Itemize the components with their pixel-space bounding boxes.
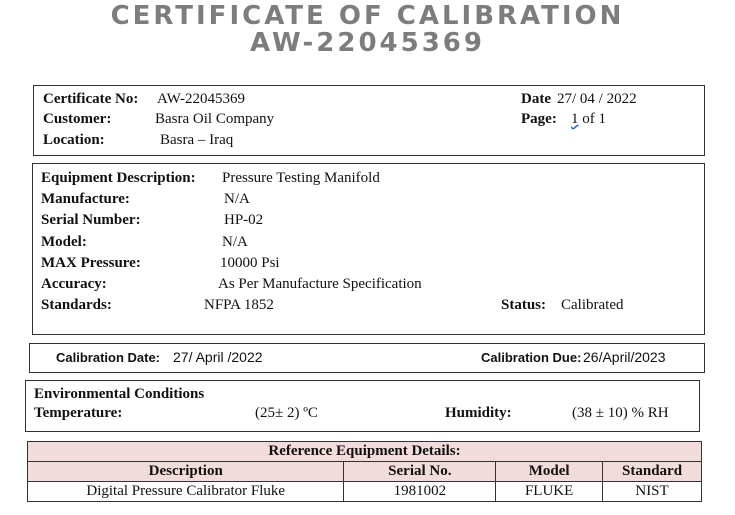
status-value: Calibrated [561, 297, 624, 313]
status-label: Status: [501, 297, 547, 313]
page-total: of 1 [578, 111, 606, 127]
serial-number-value: HP-02 [224, 212, 264, 228]
column-header-description: Description [28, 462, 344, 482]
certificate-number-title: AW-22045369 [250, 28, 485, 58]
accuracy-label: Accuracy: [41, 276, 107, 292]
serial-number-label: Serial Number: [41, 212, 141, 228]
customer-value: Basra Oil Company [155, 111, 275, 127]
column-header-standard: Standard [603, 462, 702, 482]
equipment-description-label: Equipment Description: [41, 170, 196, 186]
certificate-no-value: AW-22045369 [157, 91, 245, 107]
environment-heading: Environmental Conditions [34, 386, 205, 402]
standards-label: Standards: [41, 297, 112, 313]
humidity-value: (38 ± 10) % RH [572, 405, 669, 421]
max-pressure-value: 10000 Psi [220, 255, 280, 271]
calibration-due-label: Calibration Due: [481, 350, 582, 365]
temperature-value: (25± 2) ºC [255, 405, 318, 421]
manufacture-label: Manufacture: [41, 191, 130, 207]
table-row [28, 482, 702, 502]
equipment-description-value: Pressure Testing Manifold [222, 170, 380, 186]
reference-equipment-table [27, 441, 702, 502]
location-value: Basra – Iraq [160, 132, 234, 148]
certificate-title: CERTIFICATE OF CALIBRATION [110, 1, 625, 31]
accuracy-value: As Per Manufacture Specification [218, 276, 422, 292]
customer-label: Customer: [43, 111, 112, 127]
certificate-no-label: Certificate No: [43, 91, 139, 107]
date-label: Date [521, 91, 551, 107]
calibration-date-value: 27/ April /2022 [173, 349, 263, 365]
manufacture-value: N/A [224, 191, 250, 207]
page-value [571, 111, 606, 128]
location-label: Location: [43, 132, 105, 148]
page-label: Page: [521, 111, 557, 127]
row-serial: 1981002 [344, 482, 496, 502]
row-model: FLUKE [496, 482, 603, 502]
column-header-serial: Serial No. [344, 462, 496, 482]
page-current: 1 [571, 111, 579, 127]
calibration-date-label: Calibration Date: [56, 350, 161, 365]
row-standard: NIST [603, 482, 702, 502]
max-pressure-label: MAX Pressure: [41, 255, 141, 271]
model-value: N/A [222, 234, 248, 250]
column-header-model: Model [496, 462, 603, 482]
date-value: 27/ 04 / 2022 [557, 91, 637, 107]
model-label: Model: [41, 234, 87, 250]
temperature-label: Temperature: [34, 405, 123, 421]
standards-value: NFPA 1852 [204, 297, 274, 313]
reference-table-title: Reference Equipment Details: [28, 442, 702, 462]
humidity-label: Humidity: [445, 405, 512, 421]
row-description: Digital Pressure Calibrator Fluke [28, 482, 344, 502]
calibration-due-value: 26/April/2023 [583, 349, 666, 365]
